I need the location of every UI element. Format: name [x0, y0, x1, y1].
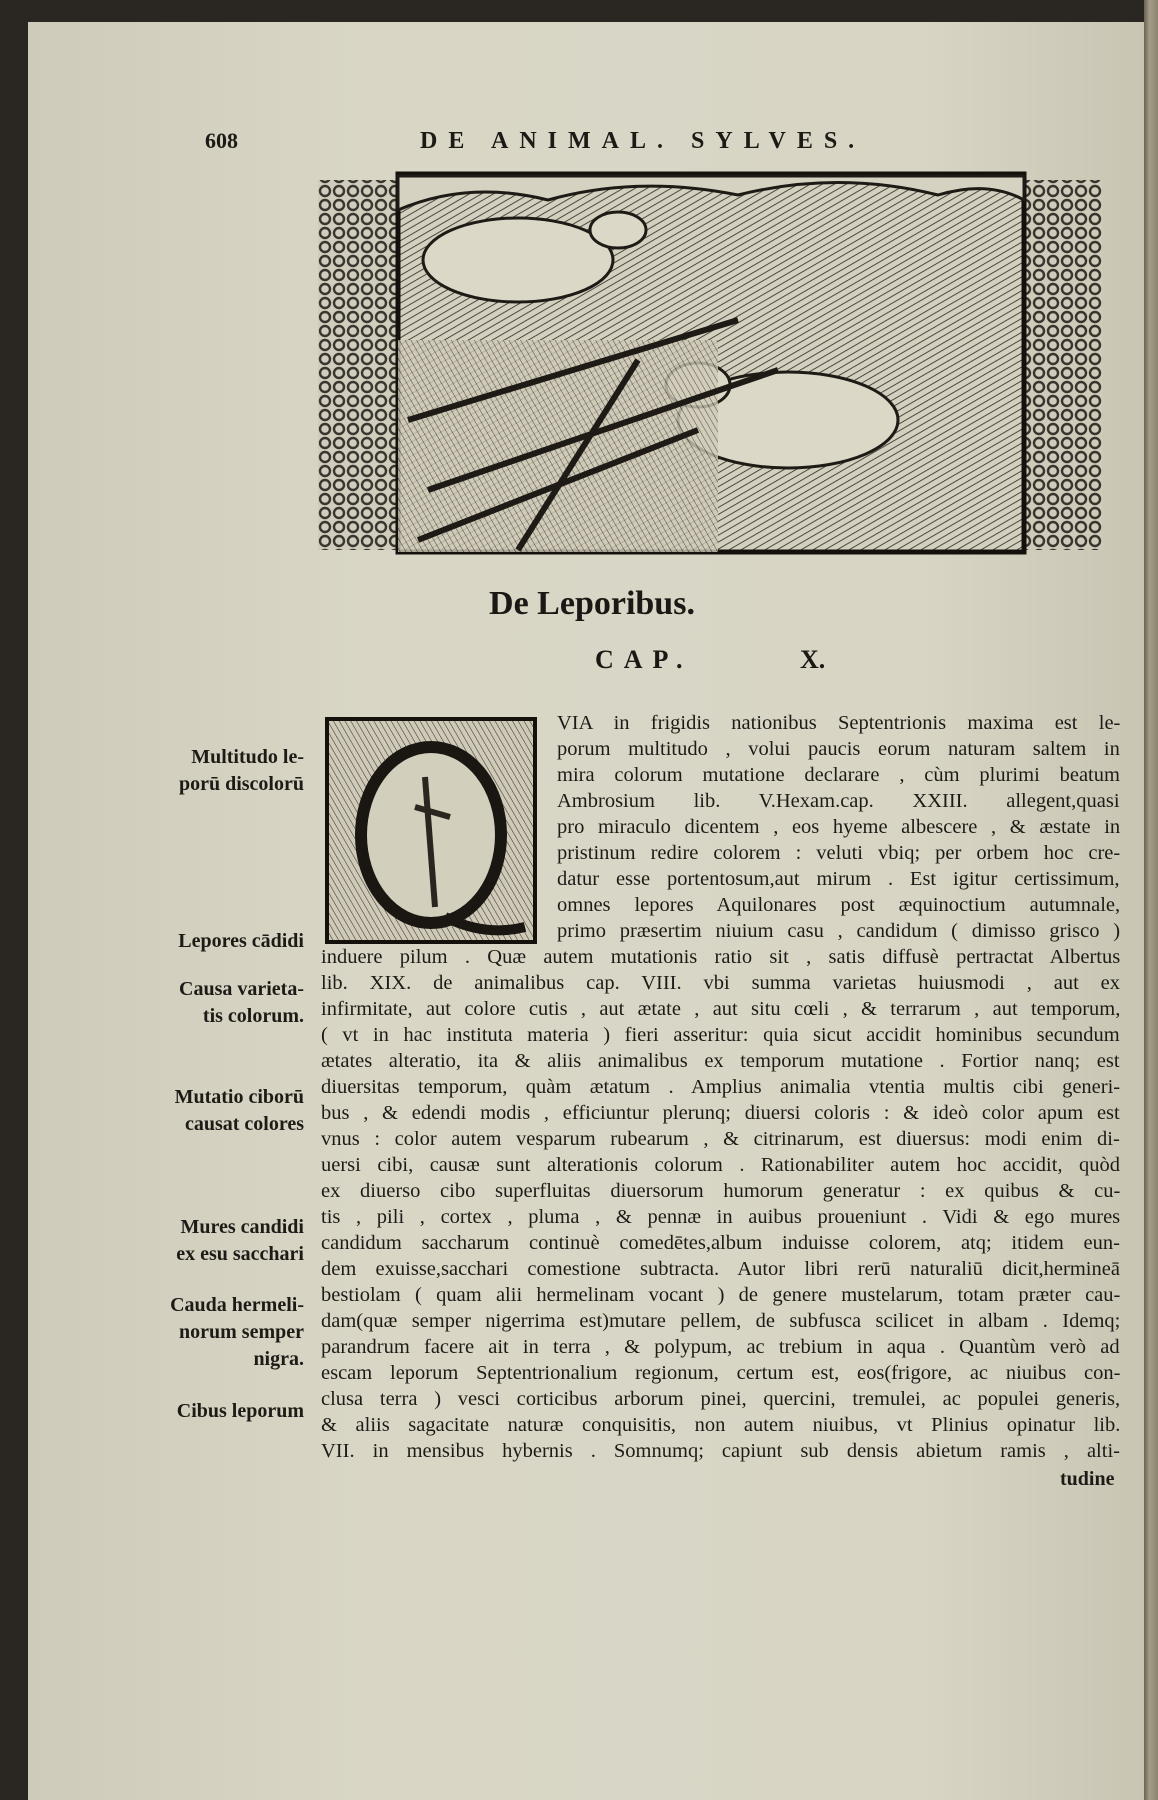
margin-note-line: Cibus leporum: [176, 1400, 304, 1422]
margin-note: [154, 744, 304, 798]
text-line: candidum saccharum continuè comedētes,album induisse colorem, atq; itidem eun-: [321, 1232, 1120, 1254]
margin-note-line: Mutatio ciborū: [174, 1086, 304, 1108]
text-line: bestiolam ( quam alii hermelinam vocant ) de genere mustelarum, totam præter cau-: [321, 1284, 1121, 1306]
text-line: bus , & edendi modis , efficiuntur plerunq; diuersi coloris : & ideò color apum est: [321, 1102, 1120, 1124]
page-number: 608: [205, 128, 238, 153]
margin-note-line: Multitudo le-: [191, 746, 304, 768]
text-line: tis , pili , cortex , pluma , & pennæ in auibus proueniunt . Vidi & ego mures: [321, 1206, 1121, 1228]
margin-note: [154, 1398, 304, 1425]
chapter-number: X.: [800, 645, 826, 674]
running-head: DE ANIMAL. SYLVES.: [420, 128, 866, 154]
text-line: uersi cibi, causæ sunt alterationis colorum . Rationabiliter autem hoc accidit, quòd: [321, 1154, 1121, 1176]
text-line: ætates alteratio, ita & aliis animalibus ex temporum mutatione . Fortior nanq; est: [321, 1050, 1120, 1072]
margin-note-line: Cauda hermeli-: [170, 1294, 304, 1316]
margin-note-line: norum semper: [179, 1321, 304, 1343]
catchword: tudine: [1060, 1468, 1115, 1490]
text-line: dam(quæ semper nigerrima est)mutare pellem, de subfusca scilicet in albam . Idemq;: [321, 1310, 1121, 1332]
text-line: datur esse portentosum,aut mirum . Est igitur certissimum,: [557, 868, 1120, 890]
margin-note-line: porū discolorū: [178, 773, 304, 795]
text-line: infirmitate, aut colore cutis , aut ætate , aut situ cœli , & terrarum , aut temporum,: [321, 998, 1121, 1020]
text-line: ex diuerso cibo superfluitas diuersorum humorum generatur : ex quibus & cu-: [321, 1180, 1121, 1202]
margin-note: [154, 928, 304, 955]
text-line: ( vt in hac instituta materia ) fieri asseritur: quia sicut accidit hominibus secundum: [321, 1024, 1120, 1046]
text-line: porum multitudo , volui paucis eorum naturam saltem in: [557, 738, 1120, 760]
chapter-label: CAP.: [595, 645, 693, 674]
margin-note-line: Causa varieta-: [179, 978, 304, 1000]
hares-woodcut-illustration: [318, 170, 1104, 560]
text-line: induere pilum . Quæ autem mutationis ratio sit , satis diffusè pertractat Albertus: [321, 946, 1121, 968]
text-line: VIA in frigidis nationibus Septentrionis maxima est le-: [557, 712, 1121, 734]
margin-note-line: Mures candidi: [180, 1216, 304, 1238]
text-line: diuersitas temporum, quàm ætatum . Amplius animalia vtentia multis cibi generi-: [321, 1076, 1121, 1098]
text-line: Ambrosium lib. V.Hexam.cap. XXIII. allegent,quasi: [557, 790, 1120, 812]
text-line: & aliis sagacitate naturæ conquisitis, non autem niuibus, vt Plinius opinatur lib.: [321, 1414, 1121, 1436]
margin-note-line: causat colores: [184, 1113, 304, 1135]
text-line: escam leporum Septentrionalium regionum, certum est, eos(frigore, ac niuibus con-: [321, 1362, 1121, 1384]
text-line: mira colorum mutatione declarare , cùm plurimi beatum: [557, 764, 1120, 786]
text-line: primo præsertim niuium casu , candidum ( dimisso grisco ): [557, 920, 1121, 942]
text-line: pro miraculo dicentem , eos hyeme albescere , & æstate in: [557, 816, 1121, 838]
chapter-title: De Leporibus.: [489, 585, 695, 622]
text-line: parandrum facere ait in terra , & polypum, ac trebium in aqua . Quantùm verò ad: [321, 1336, 1120, 1358]
text-line: pristinum redire colorem : veluti vbiq; per orbem hoc cre-: [557, 842, 1121, 864]
margin-note-line: tis colorum.: [202, 1005, 304, 1027]
decorated-initial-q: [325, 717, 537, 944]
margin-note: [154, 1214, 304, 1268]
margin-note: [154, 1084, 304, 1138]
margin-note-line: ex esu sacchari: [176, 1243, 304, 1265]
margin-note-line: Lepores cādidi: [178, 930, 304, 952]
text-line: dem exuisse,sacchari comestione subtracta. Autor libri rerū naturaliū dicit,hermineā: [321, 1258, 1120, 1280]
next-page-edge: [1144, 0, 1158, 1800]
margin-note: [154, 1292, 304, 1373]
margin-note-line: nigra.: [253, 1348, 304, 1370]
text-line: clusa terra ) vesci corticibus arborum pinei, quercini, tremulei, ac populei generis,: [321, 1388, 1121, 1410]
text-line: VII. in mensibus hybernis . Somnumq; capiunt sub densis abietum ramis , alti-: [321, 1440, 1120, 1462]
text-line: lib. XIX. de animalibus cap. VIII. vbi summa varietas huiusmodi , aut ex: [321, 972, 1120, 994]
text-line: omnes lepores Aquilonares post æquinoctium autumnale,: [557, 894, 1121, 916]
margin-note: [154, 976, 304, 1030]
text-line: vnus : color autem vesparum rubearum , & citrinarum, est diuersus: modi enim di-: [321, 1128, 1120, 1150]
